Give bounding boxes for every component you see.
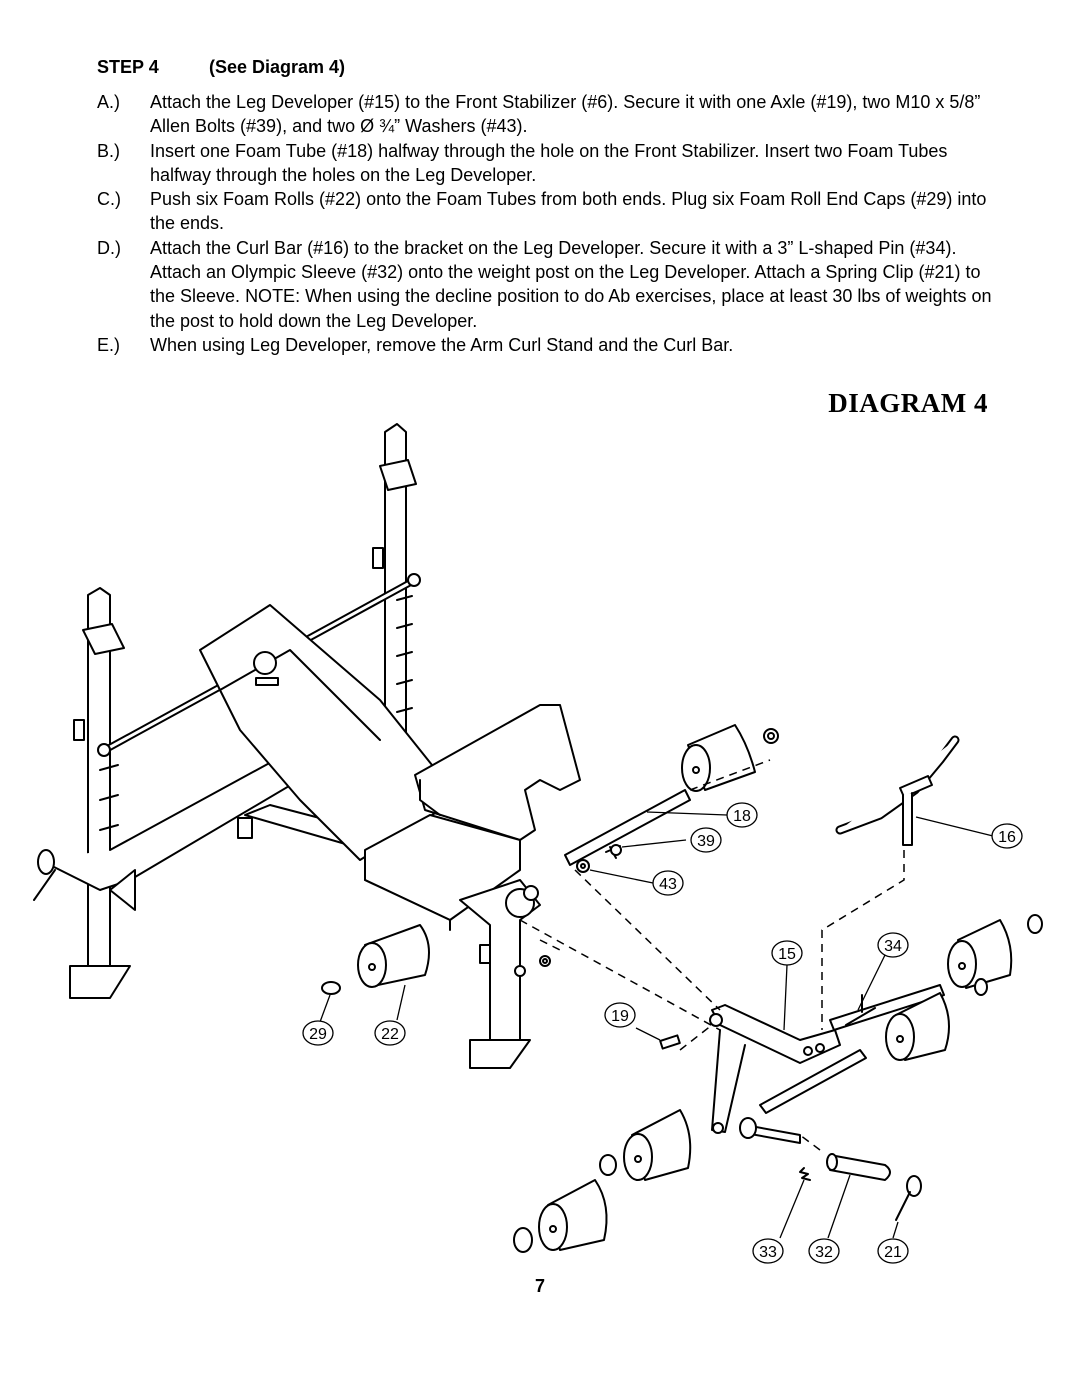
callout-32 (809, 1239, 839, 1263)
foam-roll-right-upper (948, 915, 1042, 995)
callout-33 (753, 1239, 783, 1263)
callout-43 (653, 871, 683, 895)
instruction-letter: D.) (97, 237, 121, 258)
assembly-guide-lines (520, 760, 904, 1150)
callout-39-text: 39 (697, 833, 715, 850)
callout-16-text: 16 (998, 829, 1016, 846)
callout-32-text: 32 (815, 1244, 833, 1261)
olympic-sleeve-32 (827, 1154, 890, 1180)
callout-43-text: 43 (659, 876, 677, 893)
foam-roll-lower-left (600, 1110, 690, 1180)
callout-18-text: 18 (733, 808, 751, 825)
axle-19 (660, 1035, 680, 1048)
foam-roll-bottom (514, 1180, 607, 1252)
instruction-text: Attach the Leg Developer (#15) to the Front Stabilizer (#6). Secure it with one Axle (#19), two M10 x 5/8” Allen Bolts (#39), and two Ø ¾” Washers (#43). (150, 92, 981, 137)
callout-21 (878, 1239, 908, 1263)
callout-21-text: 21 (884, 1244, 902, 1261)
instruction-list (97, 90, 997, 357)
diagram-title: DIAGRAM 4 (828, 388, 988, 418)
callout-16 (992, 824, 1022, 848)
instruction-letter: A.) (97, 92, 121, 112)
instruction-letter: C.) (97, 189, 121, 210)
callout-19 (605, 1003, 635, 1027)
spring-33 (800, 1168, 810, 1180)
callout-39 (691, 828, 721, 852)
front-stabilizer (460, 880, 540, 1068)
callout-22-text: 22 (381, 1026, 399, 1043)
step-label: STEP 4 (97, 57, 159, 77)
instruction-item (97, 139, 997, 188)
callout-22 (375, 1021, 405, 1045)
page-number: 7 (534, 1276, 545, 1296)
rear-upright-left (70, 588, 130, 998)
callout-33-text: 33 (759, 1244, 777, 1261)
instruction-text: When using Leg Developer, remove the Arm Curl Stand and the Curl Bar. (150, 334, 734, 355)
foam-roll-upper (682, 725, 778, 791)
instruction-text: Insert one Foam Tube (#18) halfway through the hole on the Front Stabilizer. Insert two Foam Tubes halfway through the holes on the Leg Developer. (150, 140, 948, 185)
step-reference: (See Diagram 4) (209, 57, 346, 77)
foam-roll-left (322, 925, 429, 994)
instruction-item (97, 90, 997, 139)
foam-tube-18 (565, 790, 690, 865)
callout-15-text: 15 (778, 946, 796, 963)
curl-bar-16 (840, 740, 955, 845)
callout-18 (727, 803, 757, 827)
callout-29-text: 29 (309, 1026, 327, 1043)
instruction-item (97, 236, 997, 333)
callout-19-text: 19 (611, 1008, 629, 1025)
instruction-letter: B.) (97, 140, 121, 161)
leg-developer-15 (710, 1005, 840, 1133)
washer-43 (577, 860, 589, 872)
callout-34-text: 34 (884, 938, 902, 955)
instruction-text: Push six Foam Rolls (#22) onto the Foam Tubes from both ends. Plug six Foam Roll End Caps (#29) into the ends. (150, 189, 987, 234)
step-heading (97, 57, 345, 78)
instruction-letter: E.) (97, 334, 121, 355)
callout-15 (772, 941, 802, 965)
instruction-item (97, 333, 997, 357)
assembly-diagram (0, 410, 1080, 1290)
spring-clip-21 (896, 1176, 921, 1220)
instruction-text: Attach the Curl Bar (#16) to the bracket on the Leg Developer. Secure it with a 3” L-shaped Pin (#34). Attach an Olympic Sleeve (#32) onto the weight post on the Leg Developer. Attach a Spring Clip (#21) to the Sleeve. NOTE: When using the decline position to do Ab exercises, place at least 30 lbs of weights on the post to hold down the Leg Developer. (150, 237, 992, 331)
callout-29 (303, 1021, 333, 1045)
callout-34 (878, 933, 908, 957)
bolt-39 (606, 845, 621, 858)
instruction-item (97, 187, 997, 236)
weight-post (740, 1118, 800, 1143)
